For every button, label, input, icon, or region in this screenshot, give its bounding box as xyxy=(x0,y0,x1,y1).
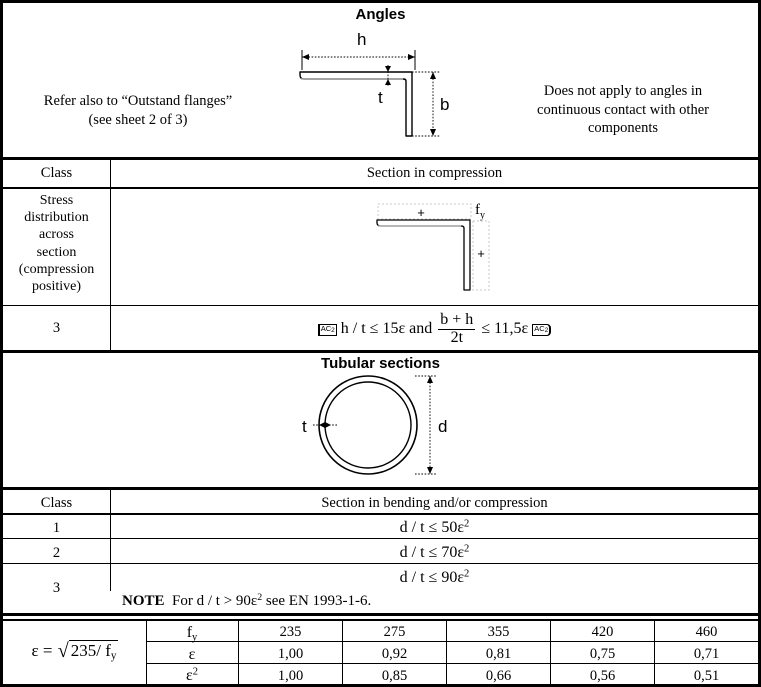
tube-dim-t-label: t xyxy=(302,417,307,436)
epsilon-row-label-eps2: $\varepsilon^2$ xyxy=(186,667,198,685)
stress-angle-profile xyxy=(377,220,470,290)
tubular-header-rule xyxy=(0,513,761,515)
angles-header-class: Class xyxy=(40,165,73,181)
tubular-note-exponent: 2 xyxy=(257,592,263,604)
tubular-note-post: see EN 1993-1-6. xyxy=(262,593,372,609)
angles-right-note xyxy=(498,82,748,138)
epsilon-cell-r2-c1: 0,85 xyxy=(381,668,408,684)
tubular-table-top-rule xyxy=(0,487,761,490)
stress-label-line-1: distribution xyxy=(24,210,89,226)
angle-dim-h-label: h xyxy=(357,30,367,49)
tubular-row-2-lhs: d / t ≤ 70ε xyxy=(399,544,465,562)
stress-distribution-diagram xyxy=(375,198,525,298)
epsilon-cell-r0-c0: 235 xyxy=(279,624,302,640)
tubular-row-2-class: 2 xyxy=(52,545,61,561)
tubular-row-3-criteria xyxy=(111,568,758,589)
tubular-row-1-class: 1 xyxy=(52,520,61,536)
tubular-section-diagram xyxy=(295,370,485,485)
stress-plus-side: + xyxy=(477,246,485,261)
angles-right-note-line2: continuous contact with other xyxy=(537,101,709,118)
angles-criteria-part1: h / t ≤ 15ε and xyxy=(340,320,433,338)
tube-inner-circle xyxy=(325,382,411,468)
epsilon-formula xyxy=(4,640,146,662)
angles-criteria-part2: ≤ 11,5ε xyxy=(481,320,529,338)
epsilon-cell-r1-c2: 0,81 xyxy=(485,646,512,662)
angles-left-note xyxy=(8,92,268,129)
epsilon-symbol: ε xyxy=(31,641,39,660)
tubular-row-1-exponent: 2 xyxy=(464,519,470,530)
tubular-header-class: Class xyxy=(40,495,73,511)
stress-distribution-label xyxy=(3,192,110,295)
angles-stress-rule xyxy=(0,305,761,306)
tubular-row-3-class: 3 xyxy=(52,580,61,596)
epsilon-cell-r1-c1: 0,92 xyxy=(381,646,408,662)
angles-right-note-line3: components xyxy=(587,120,659,137)
tubular-table-bottom-rule xyxy=(0,613,761,616)
tubular-title: Tubular sections xyxy=(321,355,440,372)
epsilon-sqrt xyxy=(58,640,119,662)
angles-class-3-criteria xyxy=(111,312,758,347)
angles-class-3-value: 3 xyxy=(52,320,61,336)
stress-label-line-0: Stress xyxy=(39,193,74,208)
epsilon-cell-r0-c2: 355 xyxy=(487,624,510,640)
ac2-marker-left-open: AC2 xyxy=(318,324,337,336)
tubular-note-pre: For d / t > 90ε xyxy=(172,593,258,609)
angles-criteria-fraction xyxy=(438,312,475,347)
stress-fy-label: $f_y$ xyxy=(475,202,485,221)
tubular-row-2-criteria xyxy=(111,543,758,564)
angle-dim-b-label: b xyxy=(440,95,450,114)
angles-left-note-line1: Refer also to “Outstand flanges” xyxy=(43,93,233,109)
tubular-note xyxy=(122,592,752,610)
angles-table-top-rule xyxy=(0,157,761,160)
epsilon-cell-r2-c2: 0,66 xyxy=(485,668,512,684)
ac2-marker-right-close: AC2 xyxy=(532,324,551,336)
fraction-denominator: 2t xyxy=(438,329,475,347)
epsilon-table-top-rule xyxy=(0,619,761,621)
stress-label-line-5: positive) xyxy=(32,279,81,295)
epsilon-row-label-eps: ε xyxy=(188,646,196,663)
radical-icon: √ xyxy=(57,640,69,663)
angle-section-diagram xyxy=(280,24,470,149)
epsilon-radicand: 235/ $f_y$ xyxy=(70,641,117,663)
angles-title: Angles xyxy=(355,6,406,23)
fraction-numerator: b + h xyxy=(440,311,474,328)
stress-label-line-2: across xyxy=(39,227,74,243)
epsilon-cell-r2-c3: 0,56 xyxy=(589,668,616,684)
angles-left-note-line2: (see sheet 2 of 3) xyxy=(88,111,188,128)
tubular-row-1-criteria xyxy=(111,518,758,539)
angles-table-bottom-rule xyxy=(0,350,761,353)
epsilon-cell-r0-c4: 460 xyxy=(695,624,718,640)
tube-dim-d-label: d xyxy=(438,417,448,436)
frame-top-border xyxy=(0,0,761,3)
epsilon-cell-r0-c1: 275 xyxy=(383,624,406,640)
stress-label-line-3: section xyxy=(36,244,77,260)
stress-label-line-4: (compression xyxy=(18,261,95,277)
angle-profile-outline xyxy=(300,72,412,136)
tubular-note-bold: NOTE xyxy=(122,593,165,609)
angle-dim-t-label: t xyxy=(378,88,383,107)
epsilon-cell-r1-c0: 1,00 xyxy=(277,646,304,662)
epsilon-cell-r2-c0: 1,00 xyxy=(277,668,304,684)
epsilon-cell-r1-c4: 0,71 xyxy=(693,646,720,662)
tubular-row-3-lhs: d / t ≤ 90ε xyxy=(399,569,465,587)
tubular-row-2-exponent: 2 xyxy=(464,544,470,555)
epsilon-cell-r2-c4: 0,51 xyxy=(693,668,720,684)
stress-plus-top: + xyxy=(417,205,425,220)
epsilon-equals: = xyxy=(42,641,53,660)
angles-header-rule xyxy=(0,187,761,189)
epsilon-row-label-fy: $f_y$ xyxy=(186,624,198,643)
angles-right-note-line1: Does not apply to angles in xyxy=(543,83,703,99)
tubular-row-1-lhs: d / t ≤ 50ε xyxy=(399,519,465,537)
angles-header-section: Section in compression xyxy=(366,165,503,181)
epsilon-cell-r1-c3: 0,75 xyxy=(589,646,616,662)
epsilon-cell-r0-c3: 420 xyxy=(591,624,614,640)
tubular-header-section: Section in bending and/or compression xyxy=(321,495,548,511)
tubular-row-3-exponent: 2 xyxy=(464,569,470,580)
